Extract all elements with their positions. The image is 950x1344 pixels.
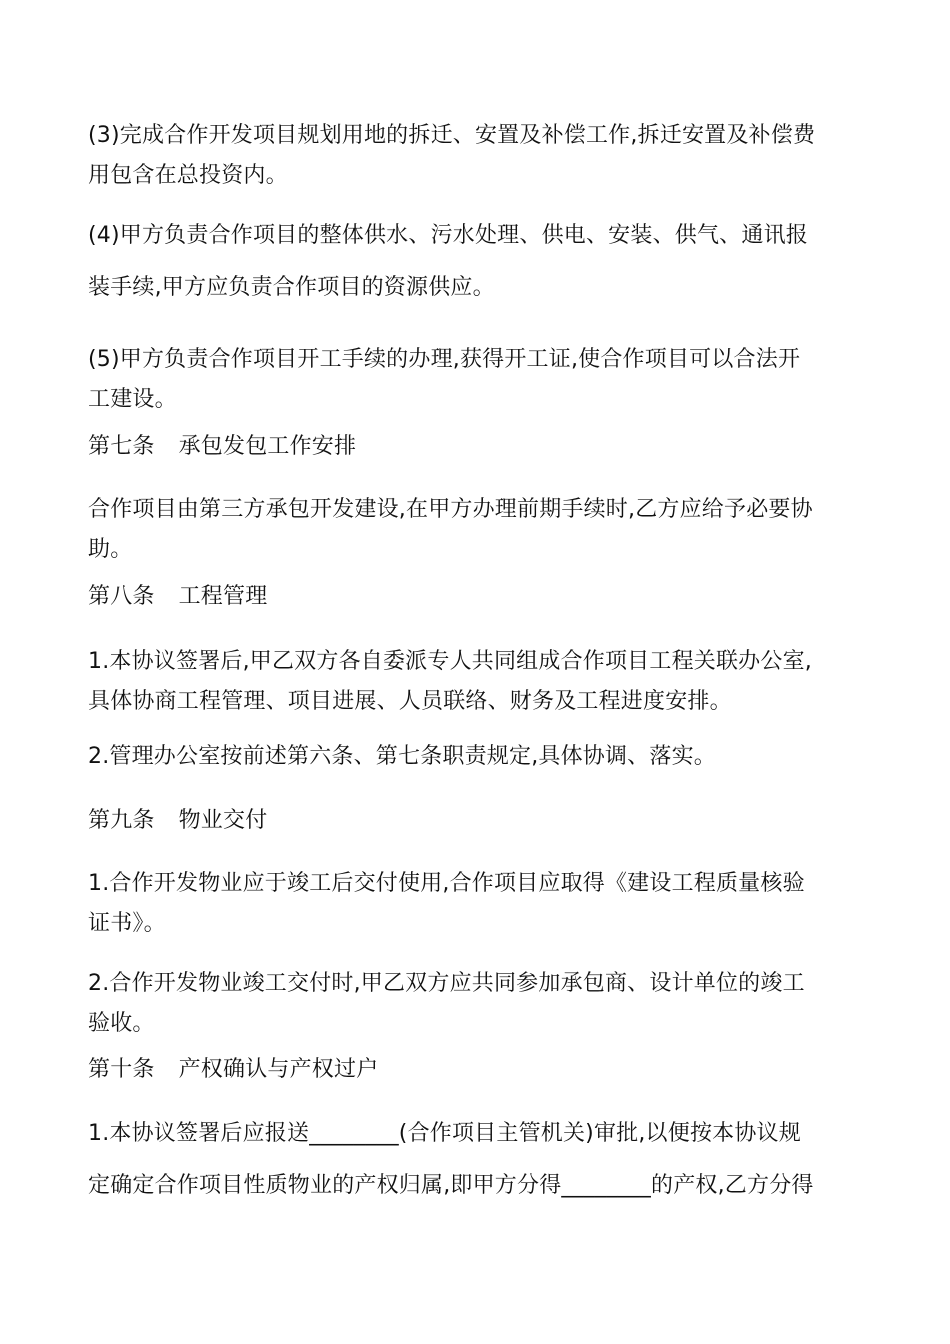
text-line: 装手续,甲方应负责合作项目的资源供应。	[88, 275, 495, 300]
article-title: 产权确认与产权过户	[178, 1057, 379, 1082]
paragraph-article-8-1	[88, 642, 868, 722]
text-line: (3)完成合作开发项目规划用地的拆迁、安置及补偿工作,拆迁安置及补偿费	[88, 123, 816, 148]
text-line: 合作项目由第三方承包开发建设,在甲方办理前期手续时,乙方应给予必要协	[88, 497, 813, 522]
text-line: 2.合作开发物业竣工交付时,甲乙双方应共同参加承包商、设计单位的竣工	[88, 971, 805, 996]
text-line: 定确定合作项目性质物业的产权归属,即甲方分得________的产权,乙方分得	[88, 1173, 814, 1198]
text-line: 1.本协议签署后应报送________(合作项目主管机关)审批,以便按本协议规	[88, 1121, 801, 1146]
paragraph-item-3	[88, 116, 868, 196]
text-line: 用包含在总投资内。	[88, 163, 288, 188]
text-line: 验收。	[88, 1011, 155, 1036]
text-line: 工建设。	[88, 387, 177, 412]
text-line: 1.本协议签署后,甲乙双方各自委派专人共同组成合作项目工程关联办公室,	[88, 649, 812, 674]
text-line: (5)甲方负责合作项目开工手续的办理,获得开工证,使合作项目可以合法开	[88, 347, 801, 372]
paragraph-item-5	[88, 340, 868, 420]
text-line: 证书》。	[88, 911, 166, 936]
paragraph-item-4	[88, 210, 868, 314]
paragraph-article-9-1	[88, 864, 868, 944]
article-number: 第七条	[88, 434, 155, 459]
text-line: 1.合作开发物业应于竣工后交付使用,合作项目应取得《建设工程质量核验	[88, 871, 805, 896]
article-heading-8	[88, 582, 868, 612]
text-line: 2.管理办公室按前述第六条、第七条职责规定,具体协调、落实。	[88, 744, 716, 769]
article-heading-7	[88, 432, 868, 462]
article-number: 第九条	[88, 808, 155, 833]
article-title: 工程管理	[178, 584, 268, 609]
article-heading-10	[88, 1055, 868, 1085]
paragraph-article-7	[88, 490, 868, 570]
article-number: 第八条	[88, 584, 155, 609]
article-number: 第十条	[88, 1057, 155, 1082]
text-line: 具体协商工程管理、项目进展、人员联络、财务及工程进度安排。	[88, 689, 732, 714]
article-title: 物业交付	[178, 808, 268, 833]
paragraph-article-10-1	[88, 1108, 868, 1212]
text-line: 助。	[88, 537, 133, 562]
paragraph-article-8-2	[88, 742, 868, 772]
article-title: 承包发包工作安排	[178, 434, 357, 459]
text-line: (4)甲方负责合作项目的整体供水、污水处理、供电、安装、供气、通讯报	[88, 223, 808, 248]
paragraph-article-9-2	[88, 964, 868, 1044]
article-heading-9	[88, 806, 868, 836]
